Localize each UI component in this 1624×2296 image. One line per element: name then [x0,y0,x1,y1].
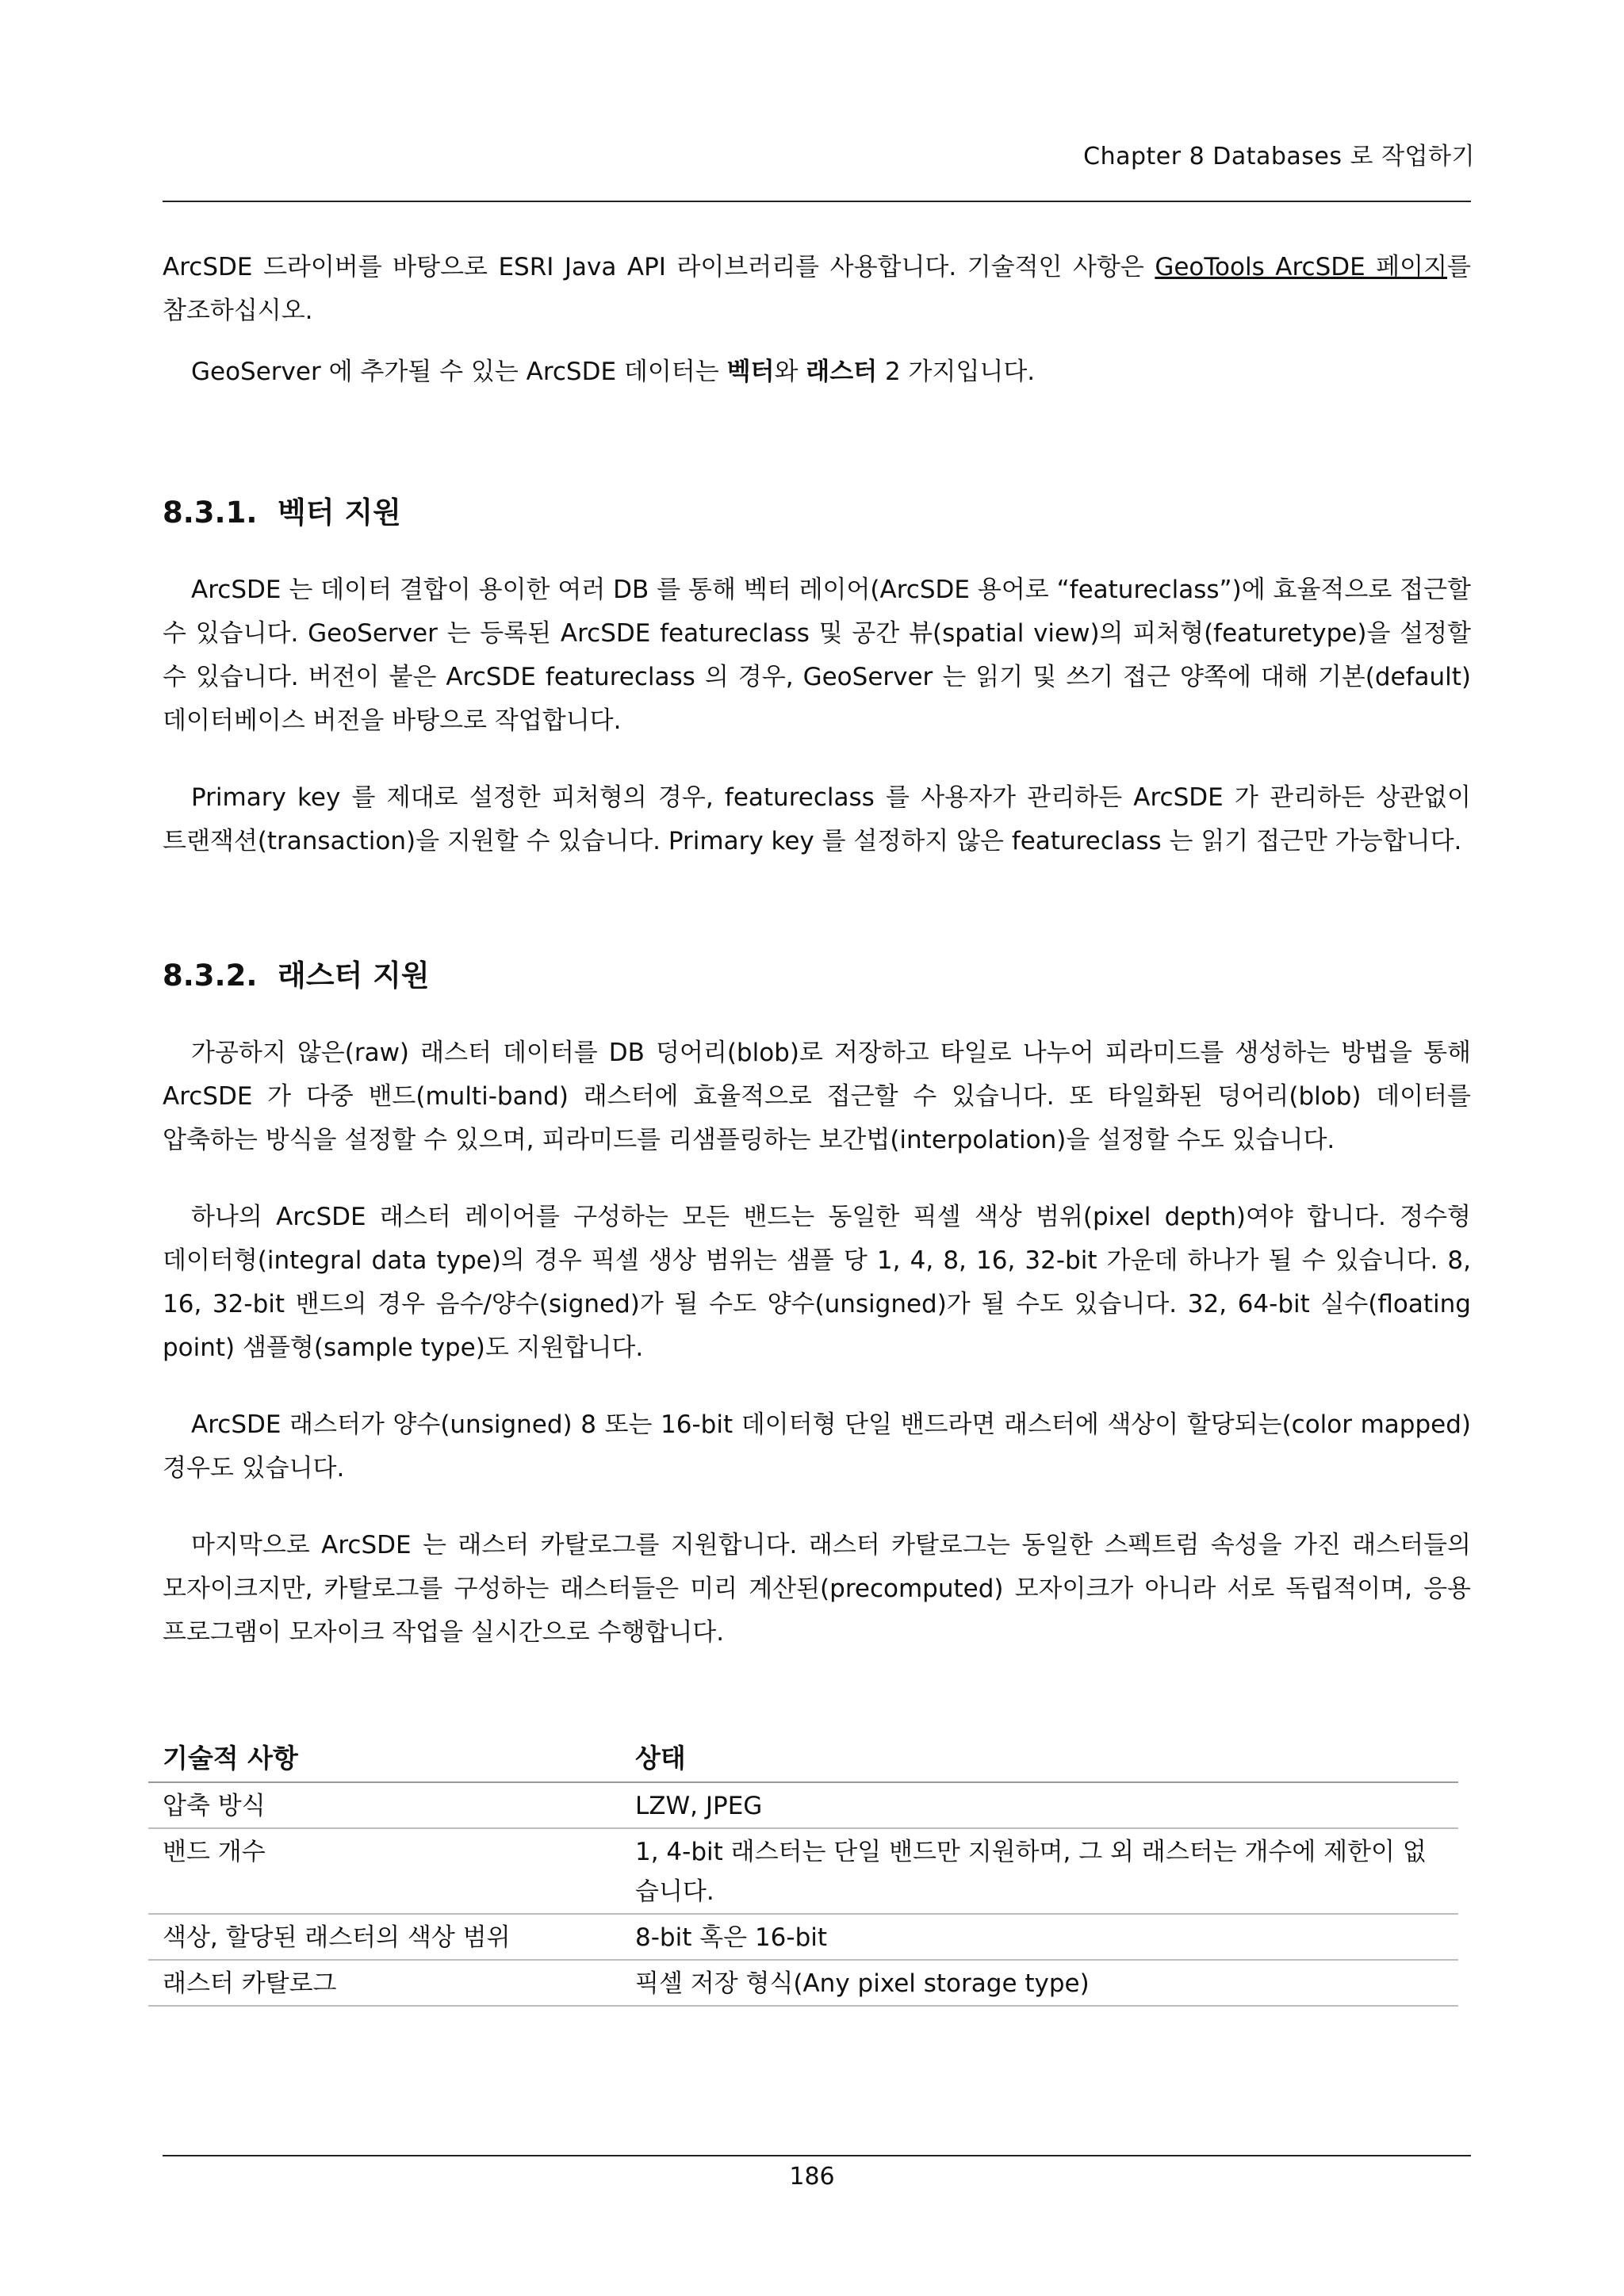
vector-paragraph-1: ArcSDE 는 데이터 결합이 용이한 여러 DB 를 통해 벡터 레이어(ArcSDE 용어로 “featureclass”)에 효율적으로 접근할 수 있습니다. GeoServer 는 등록된 ArcSDE featureclass 및 공간 뷰(spatial view)의 피처형(featuretype)을 설정할 수 있습니다. 버전이 붙은 ArcSDE featureclass 의 경우, GeoServer 는 읽기 및 쓰기 접근 양쪽에 대해 기본(default) 데이터베이스 버전을 바탕으로 작업합니다. [163,576,1471,735]
intro2-text-a: GeoServer 에 추가될 수 있는 ArcSDE 데이터는 [191,358,727,386]
table-row [148,1914,1458,1960]
intro2-text-d: 2 가지입니다. [877,358,1036,386]
section-heading-raster [163,952,1471,1000]
table-cell: 색상, 할당된 래스터의 색상 범위 [148,1914,621,1960]
geotools-arcsde-link[interactable]: GeoTools ArcSDE 페이지 [1155,253,1448,281]
raster-paragraph-3: ArcSDE 래스터가 양수(unsigned) 8 또는 16-bit 데이터형 단일 밴드라면 래스터에 색상이 할당되는(color mapped) 경우도 있습니다. [163,1410,1471,1483]
table-cell: 래스터 카탈로그 [148,1960,621,2006]
running-header: Chapter 8 Databases 로 작업하기 [1083,143,1475,170]
table-cell: 1, 4-bit 래스터는 단일 밴드만 지원하며, 그 외 래스터는 개수에 제한이 없습니다. [621,1828,1458,1914]
section-title: 벡터 지원 [278,496,401,530]
intro-text: ArcSDE 드라이버를 바탕으로 ESRI Java API 라이브러리를 사용합니다. 기술적인 사항은 [163,253,1155,281]
raster-paragraph-1: 가공하지 않은(raw) 래스터 데이터를 DB 덩어리(blob)로 저장하고 타일로 나누어 피라미드를 생성하는 방법을 통해 ArcSDE 가 다중 밴드(multi-band) 래스터에 효율적으로 접근할 수 있습니다. 또 타일화된 덩어리(blob) 데이터를 압축하는 방식을 설정할 수 있으며, 피라미드를 리샘플링하는 보간법(interpolation)을 설정할 수도 있습니다. [163,1039,1471,1154]
raster-paragraph-4: 마지막으로 ArcSDE 는 래스터 카탈로그를 지원합니다. 래스터 카탈로그는 동일한 스펙트럼 속성을 가진 래스터들의 모자이크지만, 카탈로그를 구성하는 래스터들은 미리 계산된(precomputed) 모자이크가 아니라 서로 독립적이며, 응용 프로그램이 모자이크 작업을 실시간으로 수행합니다. [163,1531,1471,1647]
table-row [148,1828,1458,1914]
table-cell: 밴드 개수 [148,1828,621,1914]
header-divider [163,201,1471,202]
page-number: 186 [789,2163,835,2191]
raster-paragraph-2: 하나의 ArcSDE 래스터 레이어를 구성하는 모든 밴드는 동일한 픽셀 색상 범위(pixel depth)여야 합니다. 정수형 데이터형(integral data type)의 경우 픽셀 생상 범위는 샘플 당 1, 4, 8, 16, 32-bit 가운데 하나가 될 수 있습니다. 8, 16, 32-bit 밴드의 경우 음수/양수(signed)가 될 수도 양수(unsigned)가 될 수도 있습니다. 32, 64-bit 실수(floating point) 샘플형(sample type)도 지원합니다. [163,1203,1471,1362]
section-heading-vector [163,489,1471,537]
intro2-bold-raster: 래스터 [806,358,878,386]
table-cell: 픽셀 저장 형식(Any pixel storage type) [621,1960,1458,2006]
vector-paragraph-2: Primary key 를 제대로 설정한 피처형의 경우, featureclass 를 사용자가 관리하든 ArcSDE 가 관리하든 상관없이 트랜잭션(transaction)을 지원할 수 있습니다. Primary key 를 설정하지 않은 featureclass 는 읽기 접근만 가능합니다. [163,783,1471,855]
section-number: 8.3.2. [163,959,258,993]
table-cell: 8-bit 혹은 16-bit [621,1914,1458,1960]
intro-paragraph-1 [163,246,1471,333]
table-row [148,1960,1458,2006]
table-header-cell: 기술적 사항 [148,1734,621,1782]
table-cell: LZW, JPEG [621,1782,1458,1828]
table-header-cell: 상태 [621,1734,1458,1782]
footer-divider [163,2155,1471,2156]
section-number: 8.3.1. [163,496,258,530]
page-content [163,246,1471,2007]
intro2-text-c: 와 [774,358,806,386]
section-title: 래스터 지원 [278,959,430,993]
intro-text-end: 를 참조하십시오. [163,253,1471,325]
raster-support-table [148,1734,1458,2007]
table-header-row [148,1734,1458,1782]
table-cell: 압축 방식 [148,1782,621,1828]
table-row [148,1782,1458,1828]
intro2-bold-vector: 벡터 [726,358,775,386]
intro-paragraph-2 [163,350,1471,394]
